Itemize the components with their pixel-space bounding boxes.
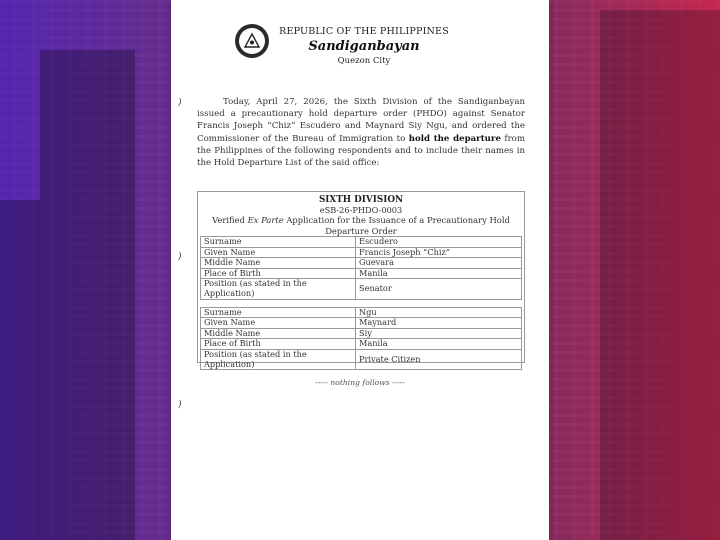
field-label: Place of Birth: [201, 339, 356, 350]
field-value: Guevara: [356, 258, 522, 269]
field-value: Ngu: [356, 307, 522, 318]
margin-mark: ): [178, 98, 182, 108]
field-value: Manila: [356, 268, 522, 279]
background-building: [600, 10, 720, 540]
application-caption: Verified Ex Parte Application for the Issuance of a Precautionary Hold Departure Order: [212, 215, 510, 236]
nothing-follows: ----- nothing follows -----: [315, 378, 405, 387]
sandiganbayan-seal-icon: [235, 24, 269, 58]
table-row: [201, 268, 522, 279]
field-label: Place of Birth: [201, 268, 356, 279]
table-row: [201, 237, 522, 248]
table-row: [201, 307, 522, 318]
republic-heading: REPUBLIC OF THE PHILIPPINES: [279, 26, 449, 37]
margin-mark: ): [178, 252, 182, 262]
field-value: Private Citizen: [356, 349, 522, 369]
field-value: Maynard: [356, 318, 522, 329]
order-paragraph: Today, April 27, 2026, the Sixth Division of the Sandiganbayan issued a precautionary hold departure order (PHDO) against Senator Francis Joseph “Chiz” Escudero and Maynard Siy Ngu, and ordered the Commissioner of the Bureau of Immigration to hold the departure from the Philippines of the following respondents and to include their names in the Hold Departure List of the said office:: [197, 97, 525, 169]
field-value: Francis Joseph “Chiz”: [356, 247, 522, 258]
field-label: Given Name: [201, 247, 356, 258]
field-value: Escudero: [356, 237, 522, 248]
document-page: [171, 0, 549, 540]
field-value: Manila: [356, 339, 522, 350]
table-row: [201, 328, 522, 339]
respondent-table-1: [200, 236, 522, 300]
table-row: [201, 339, 522, 350]
respondent-table-2: [200, 307, 522, 371]
field-label: Given Name: [201, 318, 356, 329]
margin-mark: ): [178, 400, 182, 410]
letterhead: [279, 26, 449, 66]
court-name: Sandiganbayan: [308, 39, 420, 54]
court-city: Quezon City: [337, 56, 391, 66]
background-building: [40, 50, 135, 540]
respondents-box: [197, 191, 525, 369]
field-label: Position (as stated in the Application): [201, 279, 356, 299]
table-row: [201, 258, 522, 269]
division-title: SIXTH DIVISION: [318, 195, 404, 205]
field-label: Position (as stated in the Application): [201, 349, 356, 369]
field-label: Surname: [201, 307, 356, 318]
table-row: [201, 247, 522, 258]
case-number: eSB-26-PHDO-0003: [319, 205, 403, 215]
table-row: [201, 349, 522, 369]
table-row: [201, 279, 522, 299]
field-label: Surname: [201, 237, 356, 248]
field-label: Middle Name: [201, 258, 356, 269]
field-value: Senator: [356, 279, 522, 299]
table-row: [201, 318, 522, 329]
field-label: Middle Name: [201, 328, 356, 339]
background-building: [0, 200, 40, 540]
field-value: Siy: [356, 328, 522, 339]
